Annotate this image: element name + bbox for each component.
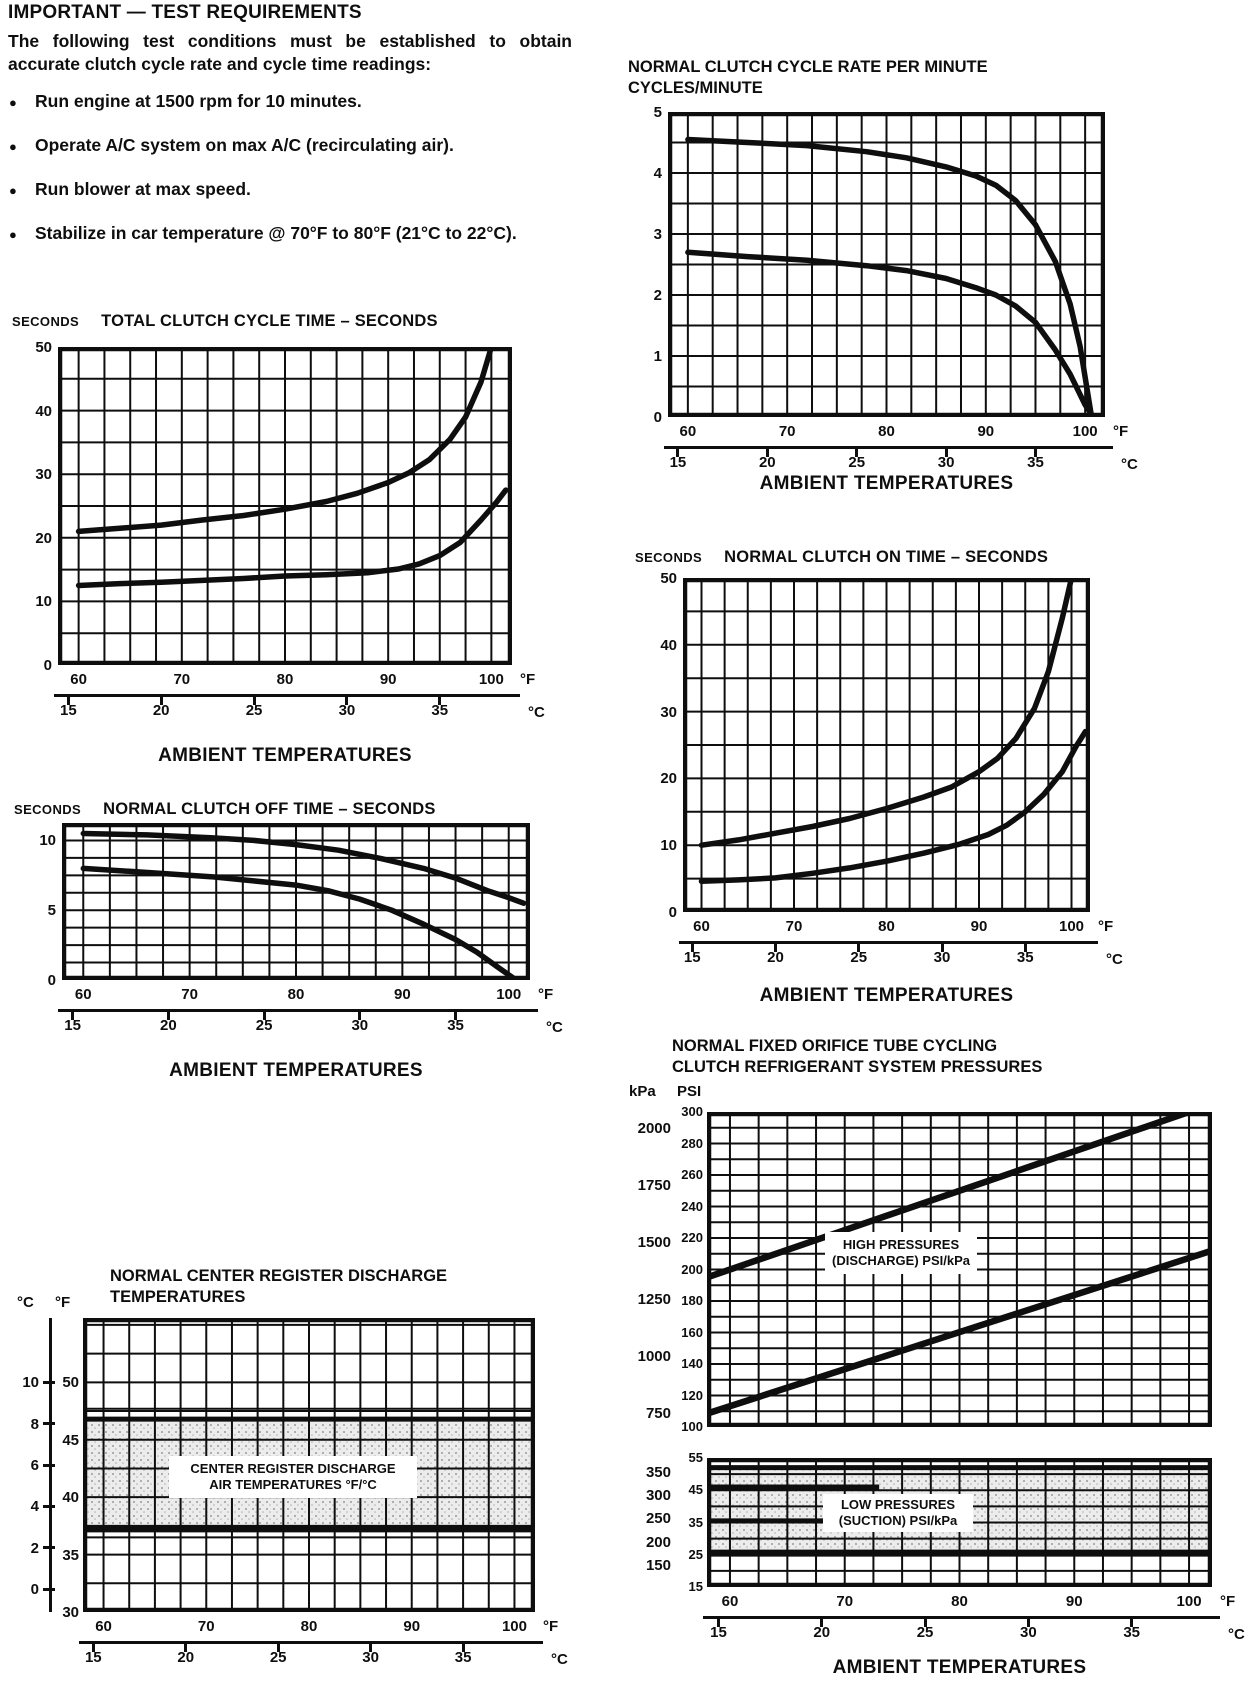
- x-tick-celsius: 30: [1020, 1624, 1037, 1641]
- x-tick-celsius: 25: [255, 1017, 273, 1034]
- fahrenheit-unit-label: °F: [538, 986, 554, 1003]
- x-tick-celsius: 25: [245, 702, 263, 719]
- x-tick-celsius: 30: [338, 702, 356, 719]
- chart-header: [12, 312, 438, 331]
- celsius-unit-label: °C: [551, 1651, 568, 1668]
- celsius-unit-label: °C: [546, 1019, 563, 1036]
- x-tick-celsius: 25: [848, 454, 866, 471]
- y-tick-label: 0: [43, 657, 52, 674]
- band-label-line: AIR TEMPERATURES °F/°C: [209, 1477, 377, 1492]
- celsius-tick-label: 8: [30, 1415, 39, 1433]
- x-tick-fahrenheit: 70: [785, 918, 803, 935]
- y-tick-label: 220: [681, 1230, 703, 1245]
- y-tick-label: 0: [47, 972, 56, 989]
- x-tick-celsius: 35: [1123, 1624, 1140, 1641]
- celsius-scale-bar: [703, 1616, 1220, 1619]
- celsius-tick-label: 0: [30, 1581, 39, 1599]
- chart-title: NORMAL CLUTCH ON TIME – SECONDS: [724, 548, 1049, 566]
- x-tick-fahrenheit: 80: [287, 986, 305, 1003]
- kpa-axis-unit: kPa: [629, 1083, 656, 1100]
- band-label-line: HIGH PRESSURES: [842, 1237, 960, 1252]
- y-tick-label: 300: [681, 1104, 703, 1119]
- y-tick-label: 10: [39, 832, 56, 850]
- celsius-tick-mark: [43, 1546, 55, 1549]
- x-tick-celsius: 25: [850, 949, 868, 966]
- chart-title: NORMAL CENTER REGISTER DISCHARGE TEMPERATURES: [110, 1267, 448, 1306]
- x-axis-title: AMBIENT TEMPERATURES: [158, 745, 412, 766]
- y-tick-label: 15: [688, 1579, 703, 1594]
- x-tick-celsius: 30: [362, 1649, 379, 1666]
- chart-header: [635, 548, 1048, 567]
- x-tick-celsius: 15: [84, 1649, 102, 1666]
- y-tick-label: 40: [660, 636, 677, 654]
- band-label-line: (DISCHARGE) PSI/kPa: [832, 1253, 970, 1268]
- celsius-tick-mark: [43, 1381, 55, 1384]
- x-tick-celsius: 35: [431, 702, 449, 719]
- test-condition-item: ● Stabilize in car temperature @ 70°F to 80°F (21°C to 22°C).: [8, 222, 572, 245]
- y-tick-label: 40: [35, 402, 52, 420]
- y-tick-label: 35: [688, 1514, 703, 1530]
- celsius-tick-label: 6: [30, 1457, 39, 1474]
- y-tick-label: 260: [681, 1167, 703, 1182]
- celsius-unit-label: °C: [1106, 951, 1123, 968]
- kpa-tick-label: 2000: [637, 1119, 671, 1137]
- fahrenheit-unit-label: °F: [1220, 1593, 1236, 1610]
- chart-title: TOTAL CLUTCH CYCLE TIME – SECONDS: [101, 312, 438, 330]
- maximum-cycle-rate: [688, 140, 1091, 414]
- band-label-line: (SUCTION) PSI/kPa: [838, 1513, 958, 1528]
- x-tick-fahrenheit: 70: [173, 671, 191, 688]
- x-tick-fahrenheit: 60: [74, 986, 92, 1003]
- y-tick-label: 240: [681, 1198, 703, 1214]
- x-tick-celsius: 25: [916, 1624, 934, 1641]
- y-tick-label: 20: [660, 770, 677, 788]
- fahrenheit-unit-label: °F: [1113, 423, 1129, 440]
- celsius-scale-bar: [679, 941, 1098, 944]
- kpa-tick-label: 1750: [637, 1176, 671, 1194]
- y-tick-label: 200: [681, 1261, 703, 1277]
- chart-title: NORMAL CLUTCH OFF TIME – SECONDS: [103, 800, 436, 818]
- x-tick-fahrenheit: 90: [394, 986, 411, 1003]
- celsius-unit-label: °C: [528, 704, 545, 721]
- x-axis-title: AMBIENT TEMPERATURES: [832, 1657, 1087, 1678]
- x-tick-fahrenheit: 80: [300, 1618, 318, 1635]
- x-tick-fahrenheit: 90: [977, 423, 995, 440]
- celsius-unit-label: °C: [1228, 1626, 1245, 1643]
- y-tick-label: 0: [653, 409, 662, 426]
- x-tick-celsius: 20: [767, 949, 784, 966]
- fahrenheit-unit-label: °F: [520, 671, 536, 688]
- band-label: [825, 1232, 977, 1274]
- fahrenheit-unit-label: °F: [1098, 918, 1114, 935]
- intro-text: The following test conditions must be established to obtain accurate clutch cycle rate and cycle time readings:: [8, 31, 572, 74]
- x-tick-fahrenheit: 60: [679, 423, 697, 440]
- kpa-tick-label: 350: [645, 1463, 671, 1481]
- test-condition-item: ● Run engine at 1500 rpm for 10 minutes.: [8, 90, 572, 113]
- fahrenheit-unit-label: °F: [543, 1618, 559, 1635]
- celsius-tick-mark: [43, 1588, 55, 1591]
- y-tick-label: 1: [653, 348, 662, 365]
- y-tick-label: 45: [688, 1482, 703, 1498]
- celsius-scale-bar: [664, 446, 1113, 449]
- y-tick-label: 0: [668, 904, 677, 921]
- celsius-scale-bar: [54, 694, 520, 697]
- y-tick-label: 30: [62, 1604, 79, 1621]
- y-tick-label: 5: [47, 902, 56, 920]
- x-tick-fahrenheit: 70: [181, 986, 198, 1003]
- test-requirements-block: [8, 2, 572, 266]
- x-tick-celsius: 15: [683, 949, 701, 966]
- chart-title: NORMAL CLUTCH CYCLE RATE PER MINUTE CYCLES/MINUTE: [628, 58, 988, 97]
- x-tick-fahrenheit: 80: [878, 918, 895, 935]
- x-tick-celsius: 20: [152, 702, 170, 719]
- x-tick-fahrenheit: 100: [1176, 1593, 1202, 1610]
- band-label: [823, 1494, 973, 1532]
- y-axis-unit-label: SECONDS: [12, 314, 80, 329]
- x-axis-title: AMBIENT TEMPERATURES: [759, 985, 1014, 1006]
- y-tick-label: 4: [653, 165, 662, 182]
- y-tick-label: 120: [681, 1387, 703, 1403]
- y-tick-label: 50: [62, 1374, 79, 1392]
- y-tick-label: 50: [660, 570, 677, 587]
- y-tick-label: 10: [35, 593, 52, 611]
- kpa-tick-label: 300: [645, 1487, 671, 1505]
- kpa-tick-label: 1000: [637, 1348, 671, 1366]
- x-tick-fahrenheit: 100: [501, 1618, 527, 1635]
- x-tick-celsius: 15: [59, 702, 77, 719]
- psi-axis-unit: PSI: [677, 1083, 702, 1100]
- kpa-tick-label: 1250: [637, 1290, 671, 1308]
- celsius-tick-label: 2: [30, 1539, 39, 1557]
- x-tick-celsius: 15: [669, 454, 687, 471]
- x-tick-fahrenheit: 80: [276, 671, 294, 688]
- band-label-line: LOW PRESSURES: [840, 1497, 956, 1512]
- kpa-tick-label: 1500: [637, 1233, 671, 1251]
- x-tick-celsius: 20: [160, 1017, 177, 1034]
- fahrenheit-axis-unit: °F: [55, 1294, 71, 1311]
- test-conditions-list: [8, 90, 572, 245]
- x-tick-fahrenheit: 70: [197, 1618, 215, 1635]
- x-tick-celsius: 35: [447, 1017, 464, 1034]
- y-tick-label: 2: [653, 287, 662, 304]
- chart-header: [14, 800, 436, 819]
- x-tick-celsius: 15: [64, 1017, 81, 1034]
- y-tick-label: 180: [681, 1293, 703, 1308]
- x-tick-celsius: 35: [454, 1649, 472, 1666]
- y-tick-label: 5: [653, 104, 662, 121]
- y-tick-label: 3: [653, 226, 662, 243]
- x-tick-fahrenheit: 70: [836, 1593, 854, 1610]
- celsius-unit-label: °C: [1121, 456, 1138, 473]
- y-tick-label: 55: [688, 1450, 703, 1465]
- y-tick-label: 45: [62, 1431, 79, 1449]
- x-tick-celsius: 15: [710, 1624, 727, 1641]
- x-tick-celsius: 20: [813, 1624, 831, 1641]
- y-tick-label: 30: [35, 466, 52, 484]
- x-tick-celsius: 20: [758, 454, 776, 471]
- kpa-tick-label: 150: [645, 1557, 671, 1575]
- test-condition-item: ● Run blower at max speed.: [8, 178, 572, 201]
- x-tick-fahrenheit: 60: [95, 1618, 112, 1635]
- x-tick-fahrenheit: 60: [693, 918, 710, 935]
- y-tick-label: 50: [35, 339, 52, 356]
- x-tick-celsius: 30: [933, 949, 951, 966]
- celsius-scale-bar: [79, 1641, 543, 1644]
- x-tick-fahrenheit: 90: [379, 671, 397, 688]
- celsius-tick-mark: [43, 1422, 55, 1425]
- x-tick-fahrenheit: 100: [478, 671, 504, 688]
- x-axis-title: AMBIENT TEMPERATURES: [169, 1060, 423, 1081]
- kpa-tick-label: 250: [645, 1510, 671, 1528]
- kpa-tick-label: 750: [645, 1405, 671, 1423]
- y-tick-label: 100: [681, 1419, 703, 1434]
- y-tick-label: 35: [62, 1546, 79, 1564]
- kpa-tick-label: 200: [645, 1533, 671, 1551]
- y-tick-label: 40: [62, 1489, 79, 1507]
- y-tick-label: 160: [681, 1324, 703, 1340]
- y-tick-label: 140: [681, 1356, 703, 1371]
- x-tick-fahrenheit: 70: [778, 423, 796, 440]
- celsius-tick-label: 10: [22, 1374, 39, 1392]
- y-axis-unit-label: SECONDS: [14, 802, 82, 817]
- test-condition-item: ● Operate A/C system on max A/C (recirculating air).: [8, 134, 572, 157]
- celsius-scale-bar: [58, 1009, 538, 1012]
- celsius-tick-label: 4: [30, 1498, 39, 1516]
- y-tick-label: 20: [35, 529, 52, 547]
- y-tick-label: 25: [688, 1546, 703, 1562]
- celsius-axis-unit: °C: [17, 1294, 34, 1311]
- x-tick-celsius: 35: [1016, 949, 1034, 966]
- x-tick-fahrenheit: 80: [878, 423, 895, 440]
- x-tick-fahrenheit: 80: [951, 1593, 968, 1610]
- x-axis-title: AMBIENT TEMPERATURES: [759, 473, 1014, 494]
- celsius-tick-mark: [43, 1464, 55, 1467]
- celsius-tick-mark: [43, 1505, 55, 1508]
- y-tick-label: 280: [681, 1135, 703, 1151]
- x-tick-celsius: 30: [937, 454, 955, 471]
- x-tick-celsius: 25: [269, 1649, 287, 1666]
- y-axis-unit-label: SECONDS: [635, 550, 703, 565]
- x-tick-fahrenheit: 90: [970, 918, 988, 935]
- page-title: IMPORTANT — TEST REQUIREMENTS: [8, 2, 362, 23]
- x-tick-fahrenheit: 100: [496, 986, 522, 1003]
- chart-title: NORMAL FIXED ORIFICE TUBE CYCLING CLUTCH REFRIGERANT SYSTEM PRESSURES: [672, 1037, 1043, 1076]
- x-tick-fahrenheit: 100: [1072, 423, 1098, 440]
- band-label-line: CENTER REGISTER DISCHARGE: [190, 1461, 396, 1476]
- x-tick-fahrenheit: 60: [70, 671, 87, 688]
- x-tick-fahrenheit: 90: [1065, 1593, 1083, 1610]
- y-tick-label: 10: [660, 837, 677, 855]
- x-tick-celsius: 20: [177, 1649, 195, 1666]
- x-tick-celsius: 30: [351, 1017, 369, 1034]
- x-tick-fahrenheit: 60: [721, 1593, 739, 1610]
- x-tick-celsius: 35: [1027, 454, 1044, 471]
- x-tick-fahrenheit: 90: [403, 1618, 421, 1635]
- y-tick-label: 30: [660, 703, 677, 721]
- x-tick-fahrenheit: 100: [1058, 918, 1085, 935]
- band-label: [169, 1456, 417, 1498]
- minimum-cycle-rate: [688, 252, 1093, 417]
